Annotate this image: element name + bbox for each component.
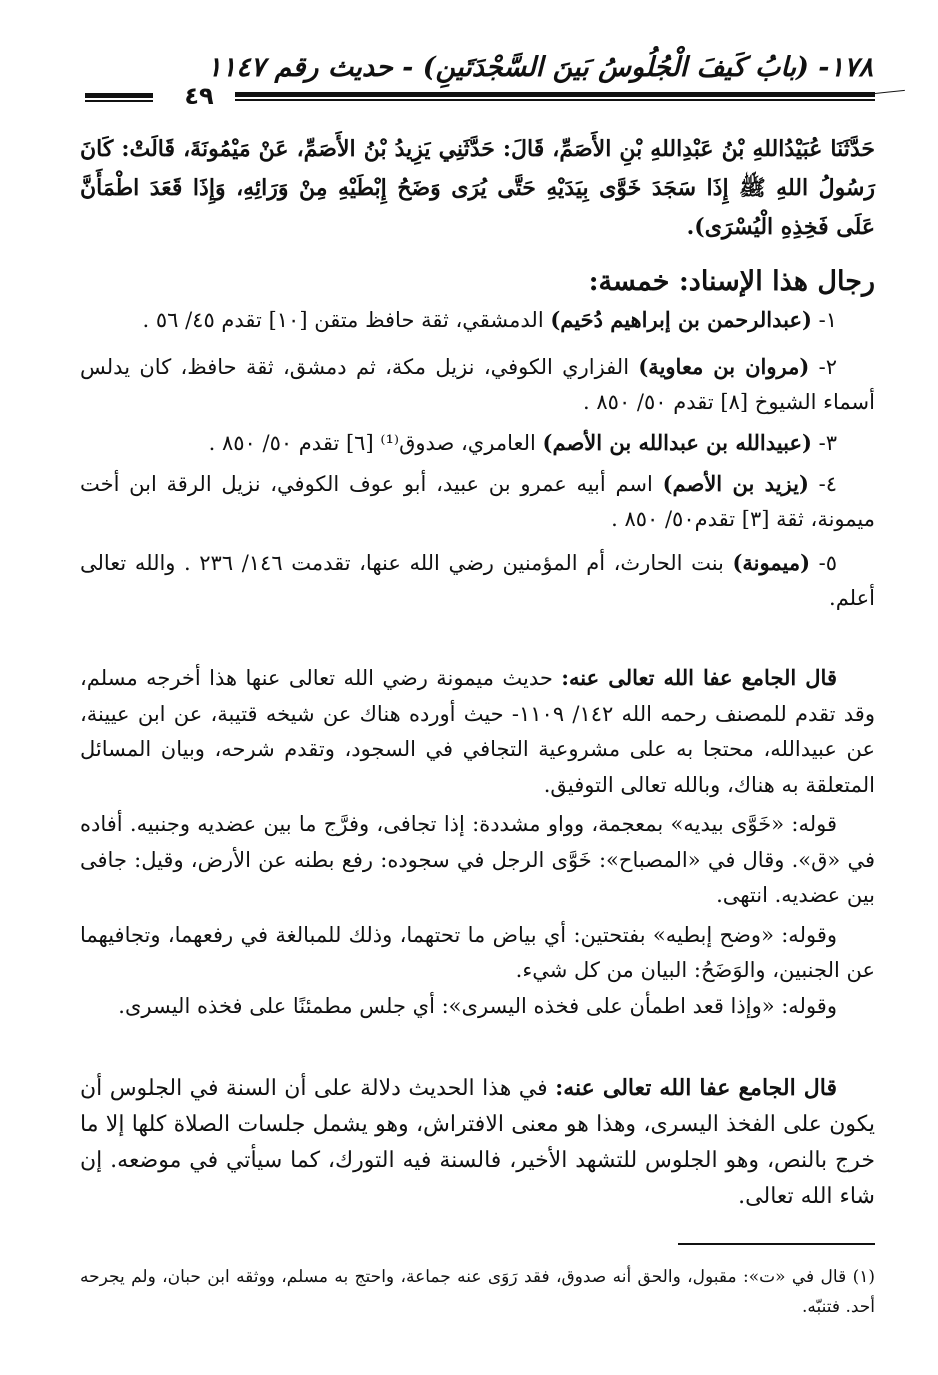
rijal-heading: رجال هذا الإسناد: خمسة: bbox=[588, 266, 875, 297]
narrator-item: ٢- (مروان بن معاوية) الفزاري الكوفي، نزيل مكة، ثم دمشق، ثقة حافظ، كان يدلس أسماء الشيوخ [٨] تقدم ٥٠/ ٨٥٠ . bbox=[80, 354, 875, 414]
commentary-lead: قال الجامع عفا الله تعالى عنه: bbox=[561, 665, 837, 690]
commentary-paragraph: قال الجامع عفا الله تعالى عنه: حديث ميمونة رضي الله تعالى عنها هذا أخرجه مسلم، وقد تقدم للمصنف رحمه الله ١٤٢/ ١١٠٩- حيث أورده هناك عن شيخه قتيبة، عن ابن عيينة، عن عبيدالله، محتجا به على مشروعية التجافي في السجود، وتقدم شرحه، وبيان المسائل المتعلقة به هناك، وبالله تعالى التوفيق. bbox=[80, 665, 875, 797]
hadith-text: حَدَّثَنَا عُبَيْدُاللهِ بْنُ عَبْدِاللهِ بْنِ الأَصَمِّ، قَالَ: حَدَّثَنِي يَزِيدُ بْنُ الأَصَمِّ، عَنْ مَيْمُونَةَ، قَالَتْ: كَانَ رَسُولُ اللهِ ﷺ إِذَا سَجَدَ خَوَّى بِيَدَيْهِ حَتَّى يُرَى وَضَحُ إِبْطَيْهِ مِنْ وَرَائِهِ، وَإِذَا قَعَدَ اطْمَأَنَّ عَلَى فَخِذِهِ الْيُسْرَى). bbox=[80, 136, 875, 240]
narrator-item: ١- (عبدالرحمن بن إبراهيم دُحَيم) الدمشقي، ثقة حافظ متقن [١٠] تقدم ٤٥/ ٥٦ . bbox=[142, 307, 837, 332]
page-number: ٤٩ bbox=[184, 82, 214, 110]
footnote: (١) قال في «ت»: مقبول، والحق أنه صدوق، فقد رَوَى عنه جماعة، واحتج به مسلم، ووثقه ابن حبان، ولم يجرحه أحد. فتنبّه. bbox=[80, 1267, 875, 1317]
narrators-list bbox=[80, 302, 875, 616]
narrator-name: (ميمونة) bbox=[732, 550, 811, 575]
header-rule-thin bbox=[235, 99, 875, 101]
explanation-paragraph: وقوله: «وضح إبطيه» بفتحتين: أي بياض ما تحتهما، وذلك للمبالغة في رفعهما، وتجافيهما عن الجنبين، والوَضَحُ: البيان من كل شيء. bbox=[80, 922, 875, 982]
footnote-separator bbox=[678, 1243, 875, 1245]
commentary-lead: قال الجامع عفا الله تعالى عنه: bbox=[555, 1075, 837, 1101]
conclusion-section bbox=[80, 1070, 875, 1215]
narrator-item: ٥- (ميمونة) بنت الحارث، أم المؤمنين رضي الله عنها، تقدمت ١٤٦/ ٢٣٦ . والله تعالى أعلم. bbox=[80, 550, 875, 610]
narrator-name: (عبدالرحمن بن إبراهيم دُحَيم) bbox=[550, 307, 812, 332]
narrator-item: ٤- (يزيد بن الأصم) اسم أبيه عمرو بن عبيد، أبو عوف الكوفي، نزيل الرقة ابن أخت ميمونة، ثقة [٣] تقدم٥٠/ ٨٥٠ . bbox=[80, 471, 875, 531]
page-number-rule-thin bbox=[85, 100, 153, 102]
explanation-paragraph: قوله: «خَوَّى بيديه» بمعجمة، وواو مشددة: إذا تجافى، وفرَّج ما بين عضديه وجنبيه. أفاده في «ق». وقال في «المصباح»: خَوَّى الرجل في سجوده: رفع بطنه عن الأرض، وقيل: جافى بين عضديه. انتهى. bbox=[80, 812, 875, 907]
explanation-paragraph: وقوله: «وإذا قعد اطمأن على فخذه اليسرى»: أي جلس مطمئنًا على فخذه اليسرى. bbox=[118, 993, 837, 1018]
narrator-name: (عبيدالله بن عبدالله بن الأصم) bbox=[542, 430, 812, 455]
header-rule-flourish bbox=[875, 90, 905, 94]
page-number-rule bbox=[85, 93, 153, 98]
running-header-title: ١٧٨- (بابُ كَيفَ الْجُلُوسُ بَينَ السَّجْدَتَينِ) - حديث رقم ١١٤٧ bbox=[207, 52, 873, 83]
commentary-paragraph: قال الجامع عفا الله تعالى عنه: في هذا الحديث دلالة على أن السنة في الجلوس أن يكون على الفخذ اليسرى، وهذا هو معنى الافتراش، وهو يشمل جلسات الصلاة كلها إلا ما خرج بالنص، وهو الجلوس للتشهد الأخير، فالسنة فيه التورك، كما سيأتي في موضعه. إن شاء الله تعالى. bbox=[80, 1075, 875, 1209]
commentary-section bbox=[80, 660, 875, 1024]
narrator-name: (يزيد بن الأصم) bbox=[662, 471, 809, 496]
narrator-name: (مروان بن معاوية) bbox=[638, 354, 810, 379]
header-rule bbox=[235, 92, 875, 97]
narrator-item: ٣- (عبيدالله بن عبدالله بن الأصم) العامري، صدوق⁽¹⁾ [٦] تقدم ٥٠/ ٨٥٠ . bbox=[208, 430, 837, 455]
